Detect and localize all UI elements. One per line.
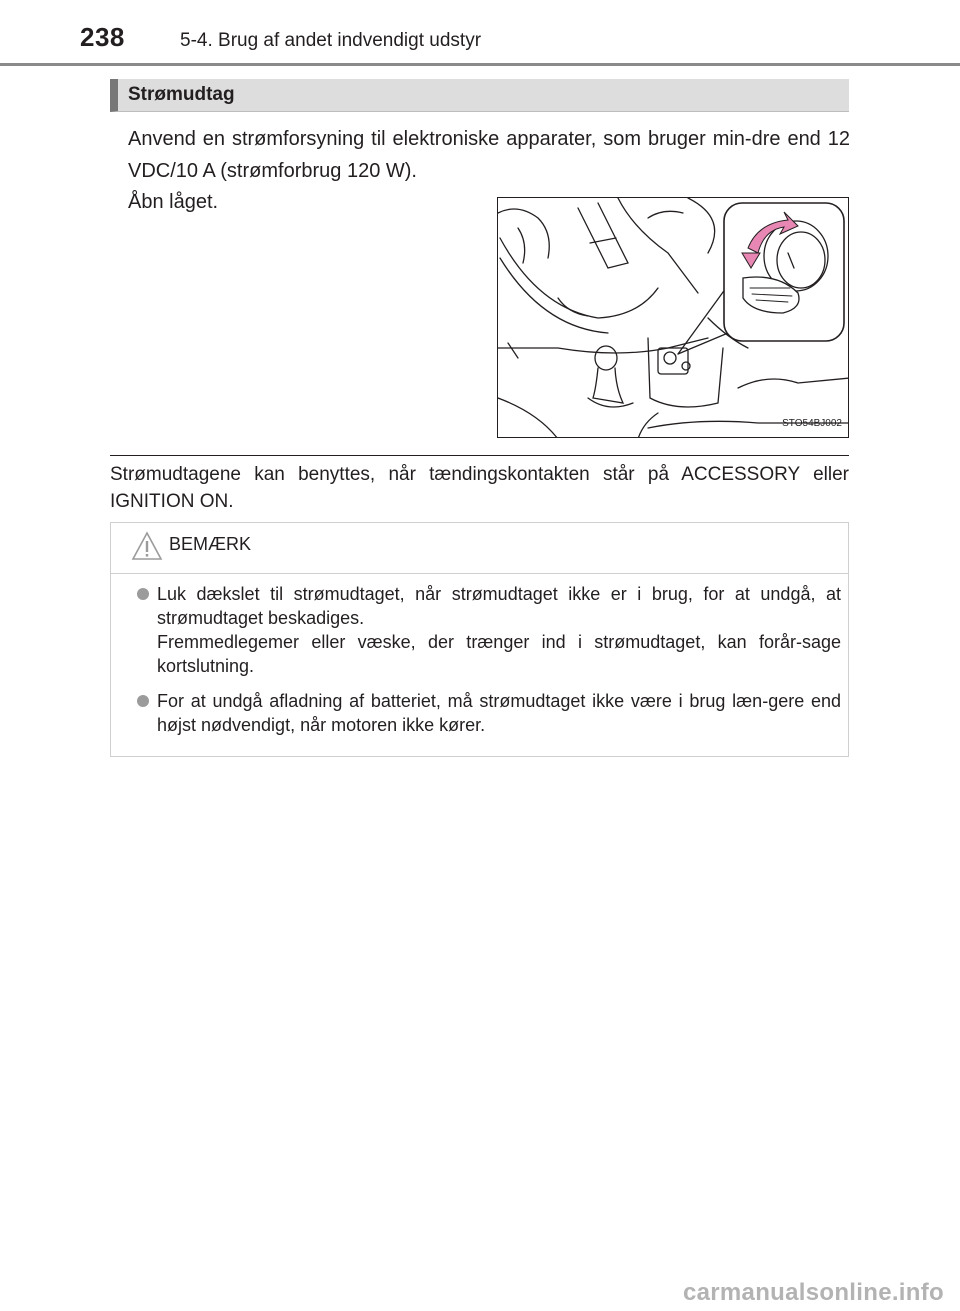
caution-item-text: For at undgå afladning af batteriet, må strømudtaget ikke være i brug læn-gere end højst nødvendigt, når motoren ikke kører. — [157, 691, 841, 735]
header-rule — [0, 63, 960, 66]
caution-header — [111, 523, 848, 574]
warning-triangle-icon — [131, 531, 163, 561]
caution-box — [110, 522, 849, 757]
caution-item-text: Fremmedlegemer eller væske, der trænger ind i strømudtaget, kan forår-sage kortslutning. — [157, 632, 841, 676]
intro-paragraph: Anvend en strømforsyning til elektroniske apparater, som bruger min-dre end 12 VDC/10 A (strømforbrug 120 W). — [128, 128, 850, 182]
section-heading-bar — [110, 79, 849, 112]
dashboard-drawing — [498, 198, 849, 438]
caution-title: BEMÆRK — [169, 534, 252, 554]
step-instruction: Åbn låget. — [128, 191, 219, 213]
watermark: carmanualsonline.info — [682, 1279, 944, 1306]
figure-code: STO54BJ002 — [782, 418, 842, 429]
caution-item — [137, 582, 841, 678]
section-divider — [110, 455, 849, 456]
section-title: Strømudtag — [128, 84, 235, 105]
caution-item — [137, 689, 841, 737]
usage-note: Strømudtagene kan benyttes, når tændingskontakten står på ACCESSORY eller IGNITION ON. — [110, 464, 849, 512]
caution-item-text: Luk dækslet til strømudtaget, når strømudtaget ikke er i brug, for at undgå, at strømudtaget beskadiges. — [157, 584, 841, 628]
bullet-icon — [137, 588, 149, 600]
power-outlet-illustration — [497, 197, 849, 438]
chapter-title: 5-4. Brug af andet indvendigt udstyr — [180, 30, 482, 51]
page-number: 238 — [80, 22, 125, 52]
bullet-icon — [137, 695, 149, 707]
